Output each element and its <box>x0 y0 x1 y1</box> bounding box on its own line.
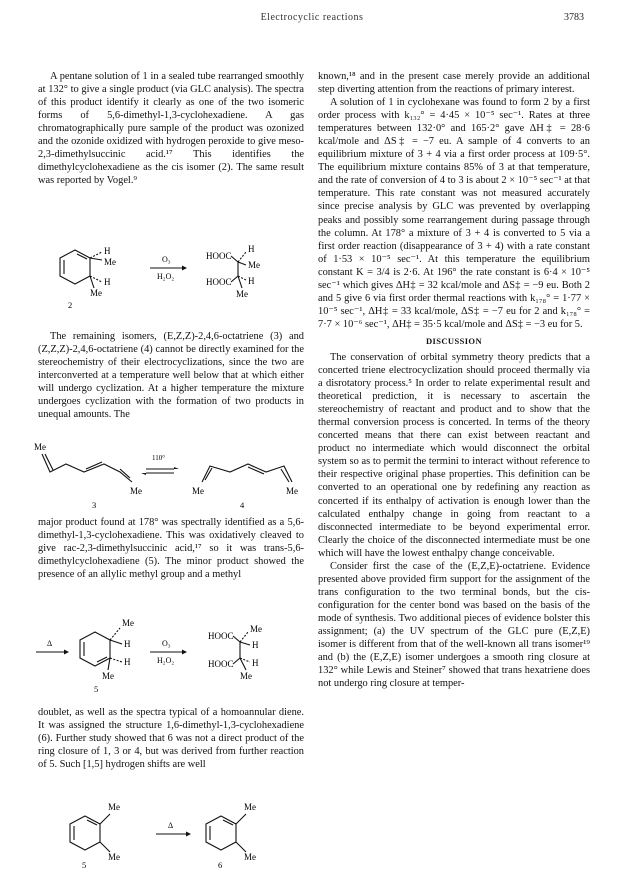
reagent-peroxide: H₂O₂ <box>157 656 175 665</box>
paragraph-text: A solution of 1 in cyclohexane was found to form 2 by a first order process with k₁₃₂° = 4·45 × 10⁻⁵ sec⁻¹. Rates at three temperatures between 132·0° and 165·2° gave ΔH‡ = 28·6 kcal/mole and ΔS‡ = −7 eu. A sample of 4 converts to an equilibrium mixture of 3 + 4 via a first order process at 109·5°. The equilibrium mixture contains 85% of 3 at that temperature, and the rate of conversion of 4 to 3 is about 2 × 10⁻⁵ sec⁻¹ at that temperature. This rate constant was not measured accurately since precise analysis by GLC was prevented by overlapping peaks and possibly some rearrangement during passage through the column. At 178° a mixture of 3 + 4 is converted to 5 via a first order reaction (disappearance of 3 + 4) with a rate constant of 1·53 × 10⁻⁵ sec⁻¹. At this temperature the equilibrium constant K = 3/4 is 2·6. At 196° the rate constant is 6·4 × 10⁻⁵ sec⁻¹ which gives ΔH‡ = 32 kcal/mole and ΔS‡ = −9 eu. Both 2 and 5 give 6 via first order thermal reactions with k₁₇₈° = 1·77 × 10⁻⁵ sec⁻¹, ΔH‡ = 33 kcal/mole, ΔS‡ = −7 eu for 2 and k₁₇₈° = 7·7 × 10⁻⁶ sec⁻¹, ΔH‡ = 35·5 kcal/mole and ΔS‡ = −3 eu for 5. <box>318 97 590 330</box>
substituent-Me: Me <box>102 671 114 681</box>
left-paragraph-4 <box>38 706 304 771</box>
substituent-H: H <box>248 244 255 254</box>
substituent-Me: Me <box>286 486 298 496</box>
substituent-Me: Me <box>108 852 120 862</box>
substituent-Me: Me <box>236 289 248 299</box>
substituent-Me: Me <box>108 802 120 812</box>
acid-group-top: HOOC <box>206 251 232 261</box>
heat-symbol: Δ <box>47 639 53 648</box>
acid-group-top: HOOC <box>208 631 234 641</box>
compound-number-4: 4 <box>240 500 245 510</box>
scheme-1-cis-cyclohexadiene-ozonolysis <box>30 238 300 315</box>
substituent-Me: Me <box>34 442 46 452</box>
succinic-acid-skeleton <box>231 252 246 288</box>
cyclohexadiene-ring-2 <box>60 250 102 288</box>
scheme-3-trans-cyclohexadiene-ozonolysis <box>36 612 304 699</box>
running-header-title: Electrocyclic reactions <box>260 12 364 23</box>
substituent-Me: Me <box>90 288 102 298</box>
substituent-Me: Me <box>130 486 142 496</box>
paragraph-text: doublet, as well as the spectra typical of a homoannular diene. It was assigned the structure 1,6-dimethyl-1,3-cyclohexadiene (6). Further study showed that 6 was not a direct product of the ring closure of 1, 3 or 4, but was derived from further reaction of 5. Such [1,5] hydrogen shifts are well <box>38 707 304 771</box>
section-heading-discussion: DISCUSSION <box>426 335 482 346</box>
scheme-2-octatriene-isomerization <box>34 442 304 517</box>
left-paragraph-1 <box>38 70 304 187</box>
substituent-H: H <box>104 246 111 256</box>
compound-number-3: 3 <box>92 500 97 510</box>
substituent-Me: Me <box>244 802 256 812</box>
scheme-4-hydrogen-shift <box>60 800 300 877</box>
substituent-Me: Me <box>250 624 262 634</box>
cyclohexadiene-ring-5 <box>70 814 110 852</box>
substituent-H: H <box>248 276 255 286</box>
substituent-Me: Me <box>122 618 134 628</box>
reagent-ozone: O₃ <box>162 639 171 648</box>
compound-number-5: 5 <box>82 860 87 870</box>
triene-4-zigzag <box>202 464 292 482</box>
compound-number: 2 <box>68 300 73 310</box>
substituent-H: H <box>124 657 131 667</box>
reagent-peroxide: H₂O₂ <box>157 272 175 281</box>
paragraph-text: The remaining isomers, (E,Z,Z)-2,4,6-octatriene (3) and (Z,Z,Z)-2,4,6-octatriene (4) cannot be directly examined for the stereochemistry of their electrocyclizations, since the two are interconverted at a temperature well below that at which either will undergo cyclization. At a higher temperature the mixture undergoes cyclization with the formation of two products in unequal amounts. The <box>38 331 304 421</box>
temperature-label: 110° <box>152 454 166 462</box>
substituent-Me: Me <box>104 257 116 267</box>
succinic-acid-skeleton <box>233 632 250 670</box>
substituent-H: H <box>252 658 259 668</box>
paragraph-text: known,¹⁸ and in the present case merely provide an additional step diverting attention from the reactions of primary interest. <box>318 71 590 96</box>
reagent-ozone: O₃ <box>162 255 171 264</box>
substituent-H: H <box>104 277 111 287</box>
left-paragraph-2 <box>38 330 304 421</box>
substituent-Me: Me <box>192 486 204 496</box>
acid-group-bottom: HOOC <box>208 659 234 669</box>
compound-number-6: 6 <box>218 860 223 870</box>
substituent-Me: Me <box>248 260 260 270</box>
paragraph-text: Consider first the case of the (E,Z,E)-octatriene. Evidence presented above provided firm support for the assignment of the trans configuration to the two terminal bonds, but the cis-configuration for the center bond was based on the basis of the mode of synthesis. Two additional pieces of evidence bolster this assignment; (a) the UV spectrum of the GLC pure (E,Z,E) isomer is different from that of the well-known all trans isomer¹⁹ and (b) the (E,Z,E) isomer undergoes a smooth ring closure at 132° while Lewis and Steiner⁷ showed that trans hexatriene does not undergo ring closure at temper- <box>318 560 590 690</box>
page-number: 3783 <box>564 12 584 23</box>
compound-number: 5 <box>94 684 99 694</box>
cyclohexadiene-ring-6 <box>206 814 246 852</box>
paragraph-text: A pentane solution of 1 in a sealed tube rearranged smoothly at 132° to give a single product (via GLC analysis). The spectra of this product identify it clearly as one of the two isomeric forms of 5,6-dimethyl-1,3-cyclohexadiene. A gas chromatographically pure sample of the product was ozonized and the ozonide oxidized with hydrogen peroxide to give meso-2,3-dimethylsuccinic acid.¹⁷ This identifies the dimethylcyclohexadiene as the cis isomer (2). The same result was reported by Vogel.⁹ <box>38 71 304 187</box>
substituent-Me: Me <box>244 852 256 862</box>
paragraph-text: major product found at 178° was spectrally identified as a 5,6-dimethyl-1,3-cyclohexadiene. This was oxidatively cleaved to give rac-2,3-dimethylsuccinic acid,¹⁷ so it was trans-5,6-dimethylcyclohexadiene (5). The minor product showed the presence of an allylic methyl group and a methyl <box>38 517 304 581</box>
acid-group-bottom: HOOC <box>206 277 232 287</box>
cyclohexadiene-ring-5 <box>80 628 122 670</box>
right-column <box>318 70 590 690</box>
substituent-H: H <box>124 639 131 649</box>
triene-3-zigzag <box>42 454 132 482</box>
arrow-head <box>182 266 187 271</box>
paragraph-text: The conservation of orbital symmetry theory predicts that a concerted triene electrocyclization should proceed thermally via a disrotatory process.⁵ In order to relate experimental result and theoretical prediction, it is necessary to ascertain the stereochemistry of reactant and product and to show that the thermal conversion process is concerted. In terms of the theory concerted means that there can exist between reactant and product no intermediate which would disconnect the orbital system so as to permit the termini to interact without reference to their respective original phase properties. This definition can be converted to an operational one by redefining any reaction as concerted if its enthalpy of activation is enough lower than the calculated enthalpy change in going from reactant to a disconnected intermediate to be beyond experimental error. Clearly the choice of the disconnected intermediate must be one which will have the lowest enthalpy change conceivable. <box>318 351 590 559</box>
substituent-Me: Me <box>240 671 252 681</box>
substituent-H: H <box>252 640 259 650</box>
left-paragraph-3 <box>38 516 304 581</box>
heat-symbol: Δ <box>168 821 174 830</box>
